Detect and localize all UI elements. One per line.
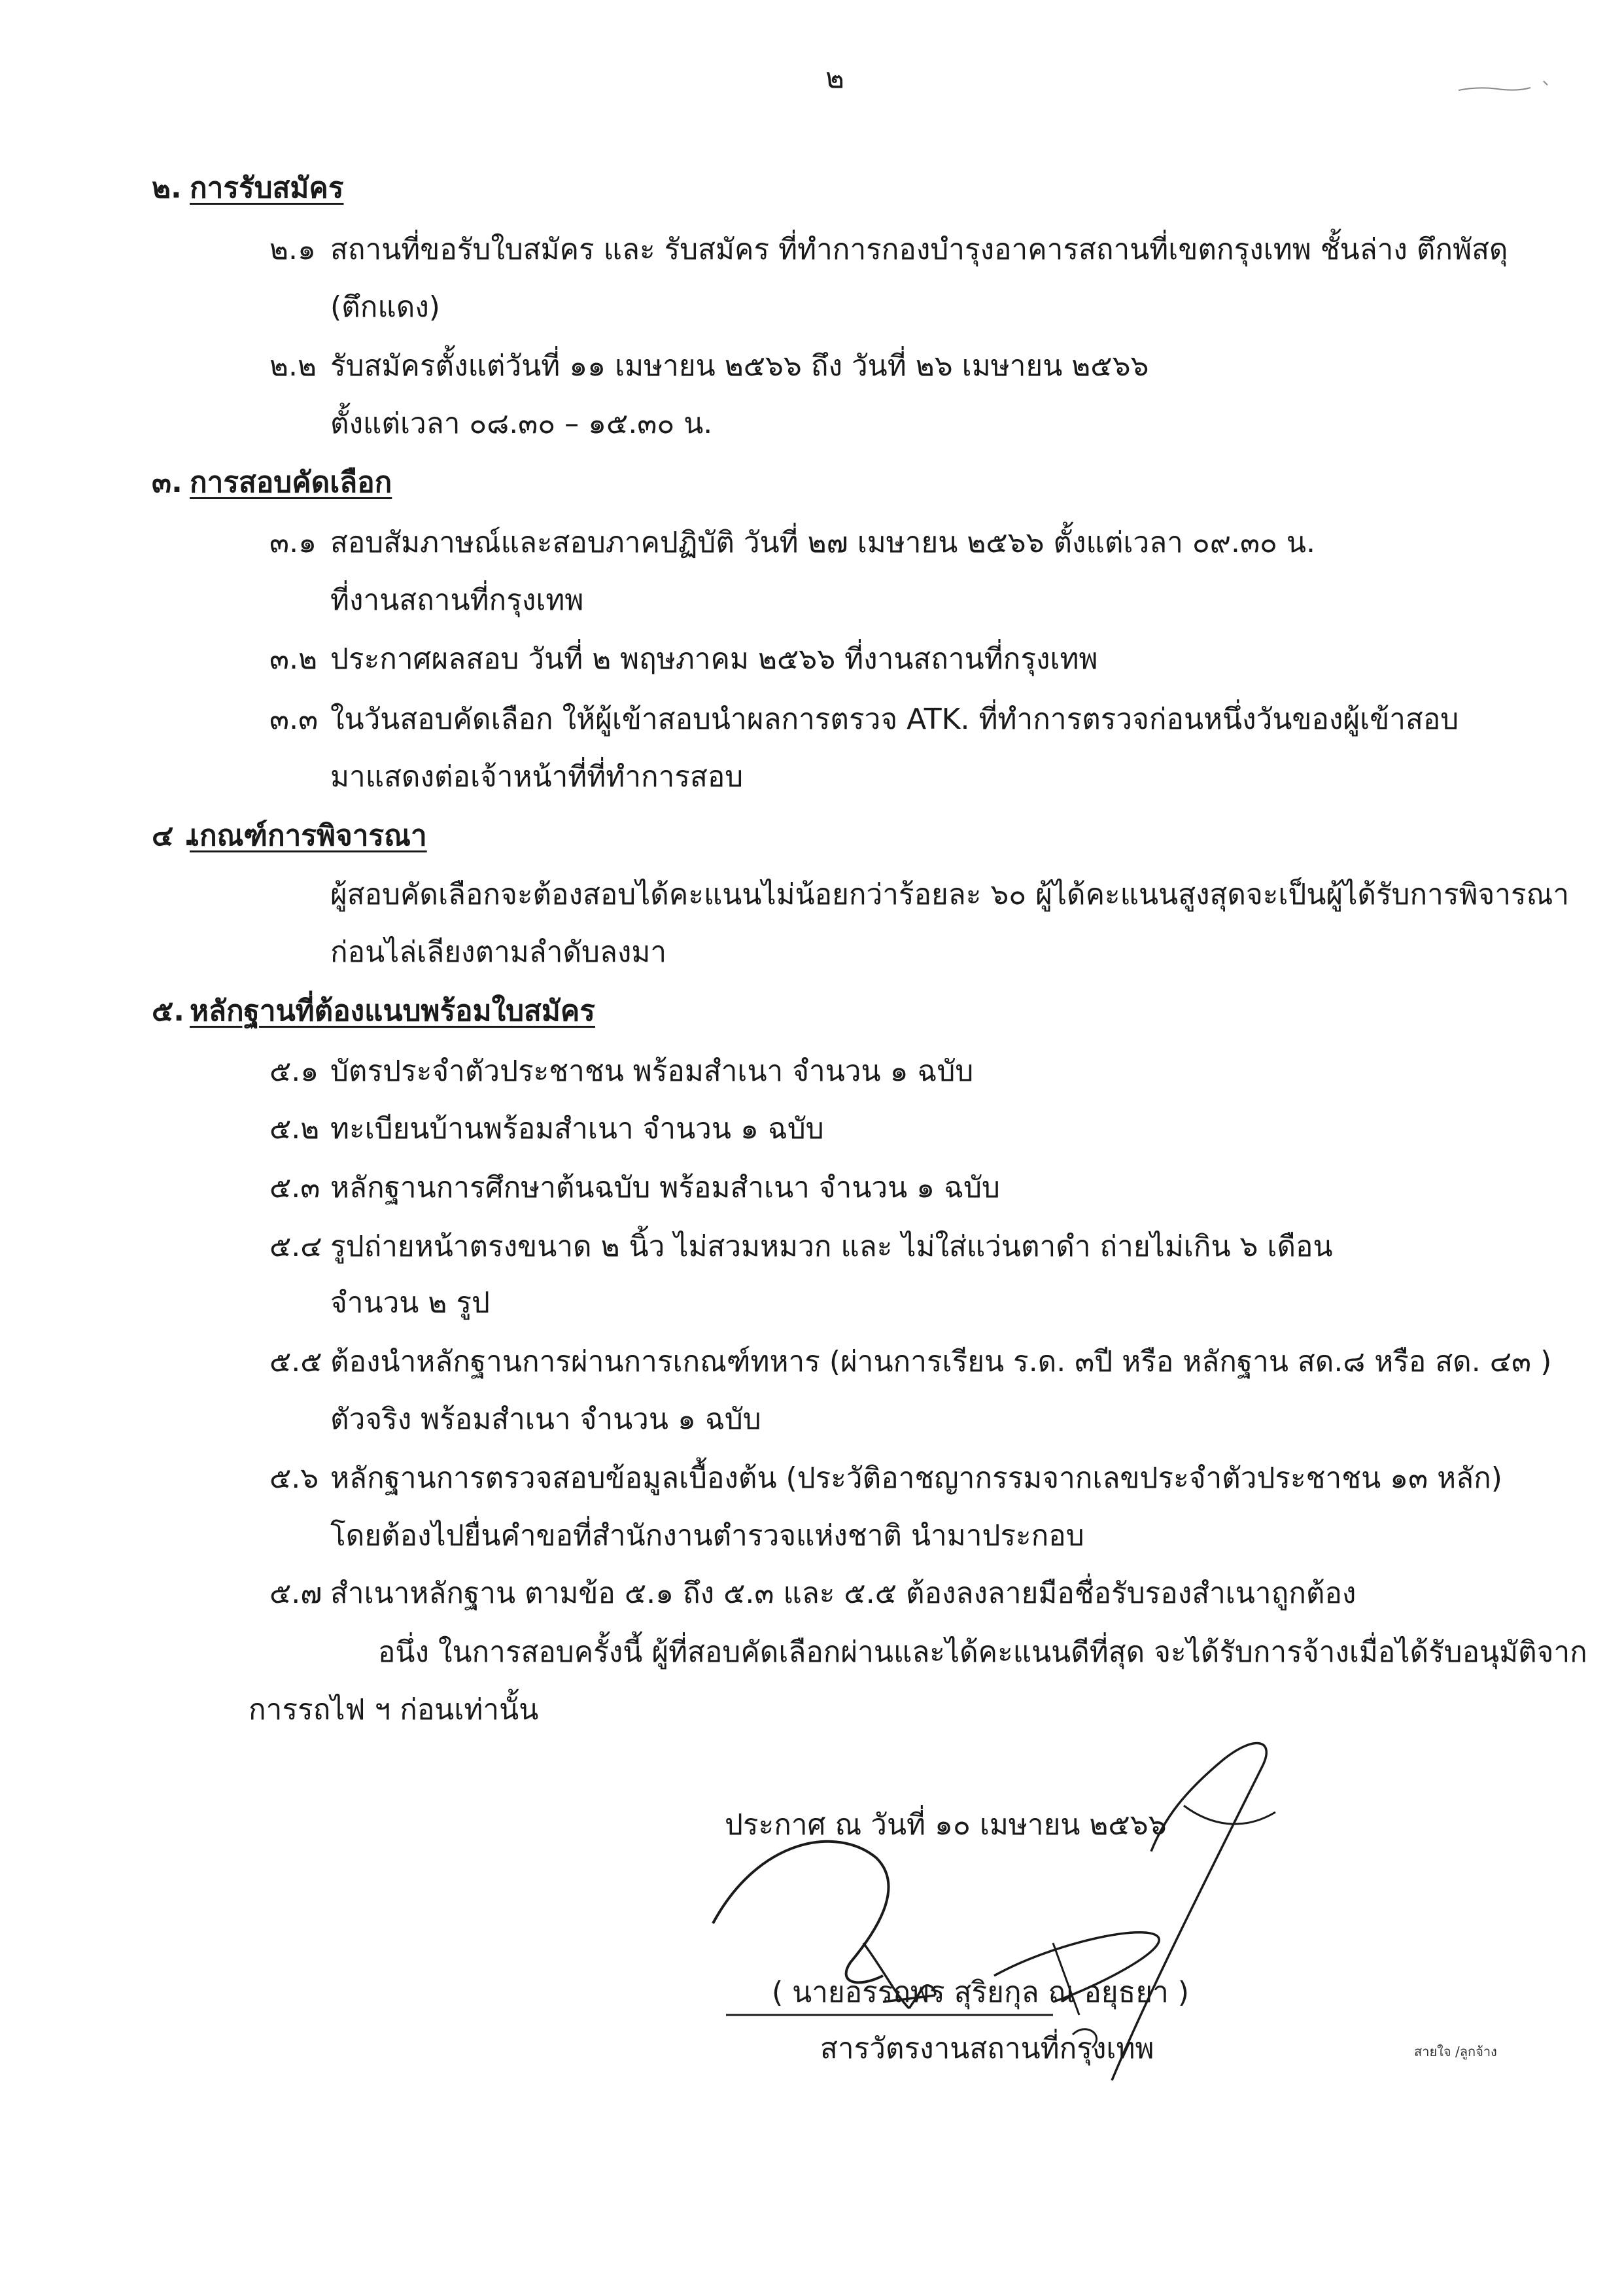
item-3-3-line1: ในวันสอบคัดเลือก ให้ผู้เข้าสอบนำผลการตรวจ ATK. ที่ทำการตรวจก่อนหนึ่งวันของผู้เข้าสอบ [330, 703, 1459, 736]
item-2-2-line1: รับสมัครตั้งแต่วันที่ ๑๑ เมษายน ๒๕๖๖ ถึง วันที่ ๒๖ เมษายน ๒๕๖๖ [330, 349, 1149, 383]
signatory-name: ( นายอรรถพร สุริยกุล ณ อยุธยา ) [772, 1976, 1190, 2009]
section-4-title: เกณฑ์การพิจารณา [190, 819, 427, 852]
item-2-1-number: ๒.๑ [269, 233, 316, 266]
closing-line2: การรถไฟ ฯ ก่อนเท่านั้น [249, 1693, 539, 1726]
item-3-3-number: ๓.๓ [269, 703, 319, 736]
footer-note: สายใจ /ลูกจ้าง [1414, 2044, 1497, 2059]
item-5-7-number: ๕.๗ [269, 1577, 322, 1610]
item-5-3-line1: หลักฐานการศึกษาต้นฉบับ พร้อมสำเนา จำนวน ๑ ฉบับ [330, 1171, 1000, 1204]
item-2-2-number: ๒.๒ [269, 349, 317, 383]
section-4-line2: ก่อนไล่เลียงตามลำดับลงมา [330, 936, 667, 969]
item-3-2-line1: ประกาศผลสอบ วันที่ ๒ พฤษภาคม ๒๕๖๖ ที่งานสถานที่กรุงเทพ [330, 642, 1098, 676]
section-3-title: การสอบคัดเลือก [190, 466, 392, 499]
item-5-6-line2: โดยต้องไปยื่นคำขอที่สำนักงานตำรวจแห่งชาติ นำมาประกอบ [330, 1519, 1084, 1552]
item-5-4-number: ๕.๔ [269, 1230, 322, 1263]
item-5-2-number: ๕.๒ [269, 1112, 320, 1146]
section-5-number: ๕. [152, 994, 185, 1028]
item-5-7-line1: สำเนาหลักฐาน ตามข้อ ๕.๑ ถึง ๕.๓ และ ๕.๕ ต้องลงลายมือชื่อรับรองสำเนาถูกต้อง [330, 1577, 1356, 1610]
item-5-6-number: ๕.๖ [269, 1462, 319, 1495]
scan-mark [1452, 72, 1557, 98]
item-5-4-line2: จำนวน ๒ รูป [330, 1286, 490, 1320]
section-4-number: ๔ . [152, 819, 195, 852]
closing-line1: อนึ่ง ในการสอบครั้งนี้ ผู้ที่สอบคัดเลือกผ่านและได้คะแนนดีที่สุด จะได้รับการจ้างเมื่อได้รับอนุมัติจาก [378, 1636, 1587, 1669]
item-5-5-line1: ต้องนำหลักฐานการผ่านการเกณฑ์ทหาร (ผ่านการเรียน ร.ด. ๓ปี หรือ หลักฐาน สด.๘ หรือ สด. ๔๓ ) [330, 1345, 1552, 1378]
page-number: ๒ [825, 61, 845, 95]
item-3-1-line1: สอบสัมภาษณ์และสอบภาคปฏิบัติ วันที่ ๒๗ เมษายน ๒๕๖๖ ตั้งแต่เวลา ๐๙.๓๐ น. [330, 526, 1315, 559]
section-5-title: หลักฐานที่ต้องแนบพร้อมใบสมัคร [190, 994, 595, 1028]
item-3-3-line2: มาแสดงต่อเจ้าหน้าที่ที่ทำการสอบ [330, 760, 744, 794]
item-5-2-line1: ทะเบียนบ้านพร้อมสำเนา จำนวน ๑ ฉบับ [330, 1112, 824, 1146]
item-2-1-line1: สถานที่ขอรับใบสมัคร และ รับสมัคร ที่ทำการกองบำรุงอาคารสถานที่เขตกรุงเทพ ชั้นล่าง ตึกพัสดุ [330, 233, 1508, 266]
item-5-1-number: ๕.๑ [269, 1055, 319, 1088]
item-5-6-line1: หลักฐานการตรวจสอบข้อมูลเบื้องต้น (ประวัติอาชญากรรมจากเลขประจำตัวประชาชน ๑๓ หลัก) [330, 1462, 1502, 1495]
item-5-1-line1: บัตรประจำตัวประชาชน พร้อมสำเนา จำนวน ๑ ฉบับ [330, 1055, 974, 1088]
section-2-number: ๒. [152, 171, 182, 205]
section-2-title: การรับสมัคร [190, 171, 344, 205]
signatory-position: สารวัตรงานสถานที่กรุงเทพ [820, 2032, 1154, 2065]
item-5-5-line2: ตัวจริง พร้อมสำเนา จำนวน ๑ ฉบับ [330, 1403, 761, 1436]
announcement-date: ประกาศ ณ วันที่ ๑๐ เมษายน ๒๕๖๖ [725, 1808, 1167, 1842]
item-2-1-line2: (ตึกแดง) [330, 290, 440, 324]
item-3-1-line2: ที่งานสถานที่กรุงเทพ [330, 584, 584, 617]
item-2-2-line2: ตั้งแต่เวลา ๐๘.๓๐ – ๑๕.๓๐ น. [330, 407, 713, 440]
section-3-number: ๓. [152, 466, 182, 499]
section-4-line1: ผู้สอบคัดเลือกจะต้องสอบได้คะแนนไม่น้อยกว่าร้อยละ ๖๐ ผู้ได้คะแนนสูงสุดจะเป็นผู้ได้รับการพิจารณา [330, 878, 1570, 911]
item-5-4-line1: รูปถ่ายหน้าตรงขนาด ๒ นิ้ว ไม่สวมหมวก และ ไม่ใส่แว่นตาดำ ถ่ายไม่เกิน ๖ เดือน [330, 1230, 1333, 1263]
item-3-2-number: ๓.๒ [269, 642, 318, 676]
item-5-3-number: ๕.๓ [269, 1171, 320, 1204]
item-3-1-number: ๓.๑ [269, 526, 317, 559]
item-5-5-number: ๕.๕ [269, 1345, 322, 1378]
